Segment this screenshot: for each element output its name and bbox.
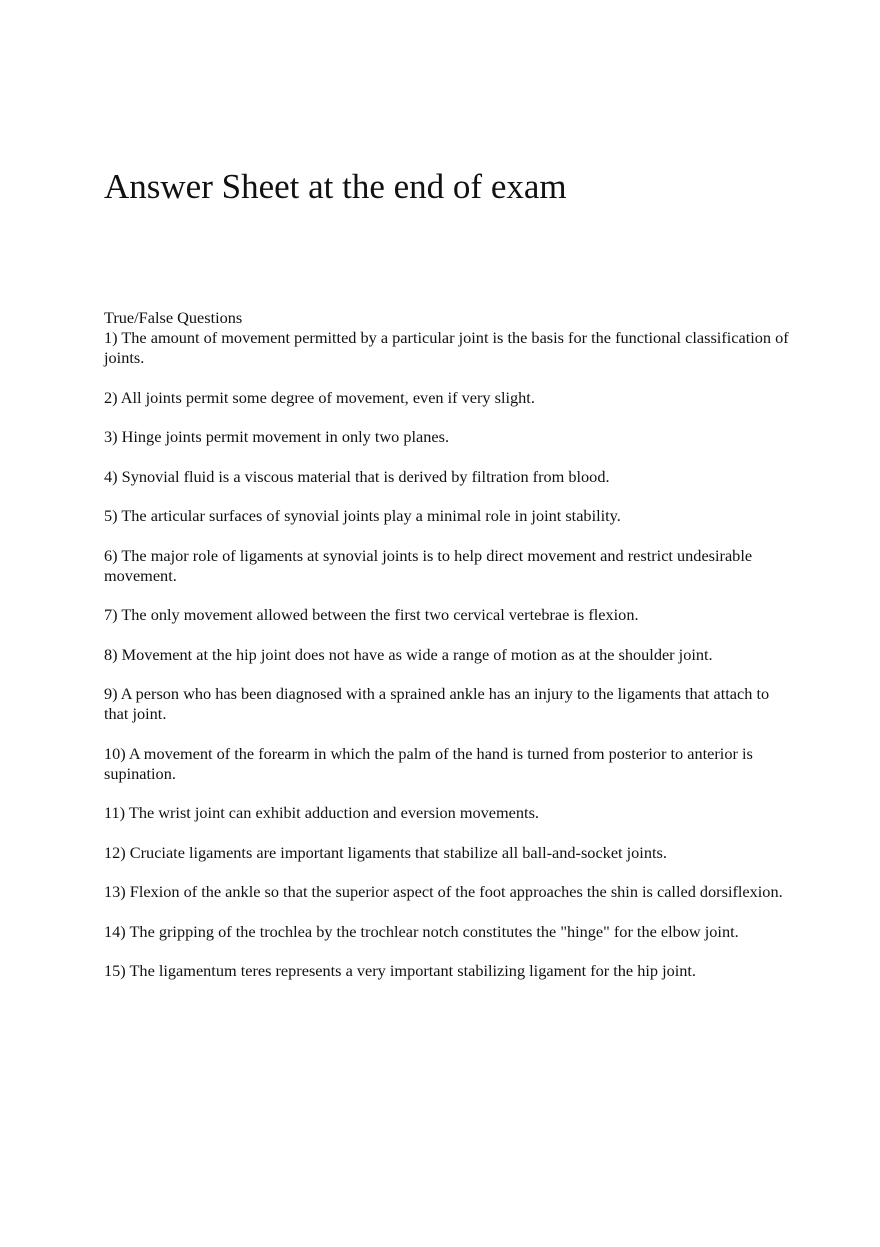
question-10: 10) A movement of the forearm in which the palm of the hand is turned from posterior to anterior is supination.: [104, 743, 753, 783]
question-1: 1) The amount of movement permitted by a particular joint is the basis for the functional classification of joints.: [104, 328, 789, 367]
question-11: 11) The wrist joint can exhibit adduction and eversion movements.: [104, 803, 539, 822]
question-list: [104, 308, 794, 1001]
question-2: 2) All joints permit some degree of movement, even if very slight.: [104, 387, 535, 407]
question-5: 5) The articular surfaces of synovial joints play a minimal role in joint stability.: [104, 506, 621, 525]
question-3: 3) Hinge joints permit movement in only two planes.: [104, 427, 450, 446]
question-8: 8) Movement at the hip joint does not have as wide a range of motion as at the shoulder joint.: [104, 644, 713, 664]
question-9: 9) A person who has been diagnosed with a sprained ankle has an injury to the ligaments that attach to that joint.: [104, 684, 770, 723]
question-15: 15) The ligamentum teres represents a very important stabilizing ligament for the hip joint.: [104, 961, 696, 980]
question-12: 12) Cruciate ligaments are important ligaments that stabilize all ball-and-socket joints.: [104, 842, 667, 862]
question-13: 13) Flexion of the ankle so that the superior aspect of the foot approaches the shin is called dorsiflexion.: [104, 882, 783, 901]
section-heading: True/False Questions: [104, 308, 243, 327]
page-title: Answer Sheet at the end of exam: [104, 167, 567, 206]
question-4: 4) Synovial fluid is a viscous material that is derived by filtration from blood.: [104, 466, 610, 486]
question-6: 6) The major role of ligaments at synovial joints is to help direct movement and restrict undesirable movement.: [104, 545, 753, 585]
question-14: 14) The gripping of the trochlea by the trochlear notch constitutes the "hinge" for the elbow joint.: [104, 921, 739, 941]
question-7: 7) The only movement allowed between the first two cervical vertebrae is flexion.: [104, 605, 639, 624]
